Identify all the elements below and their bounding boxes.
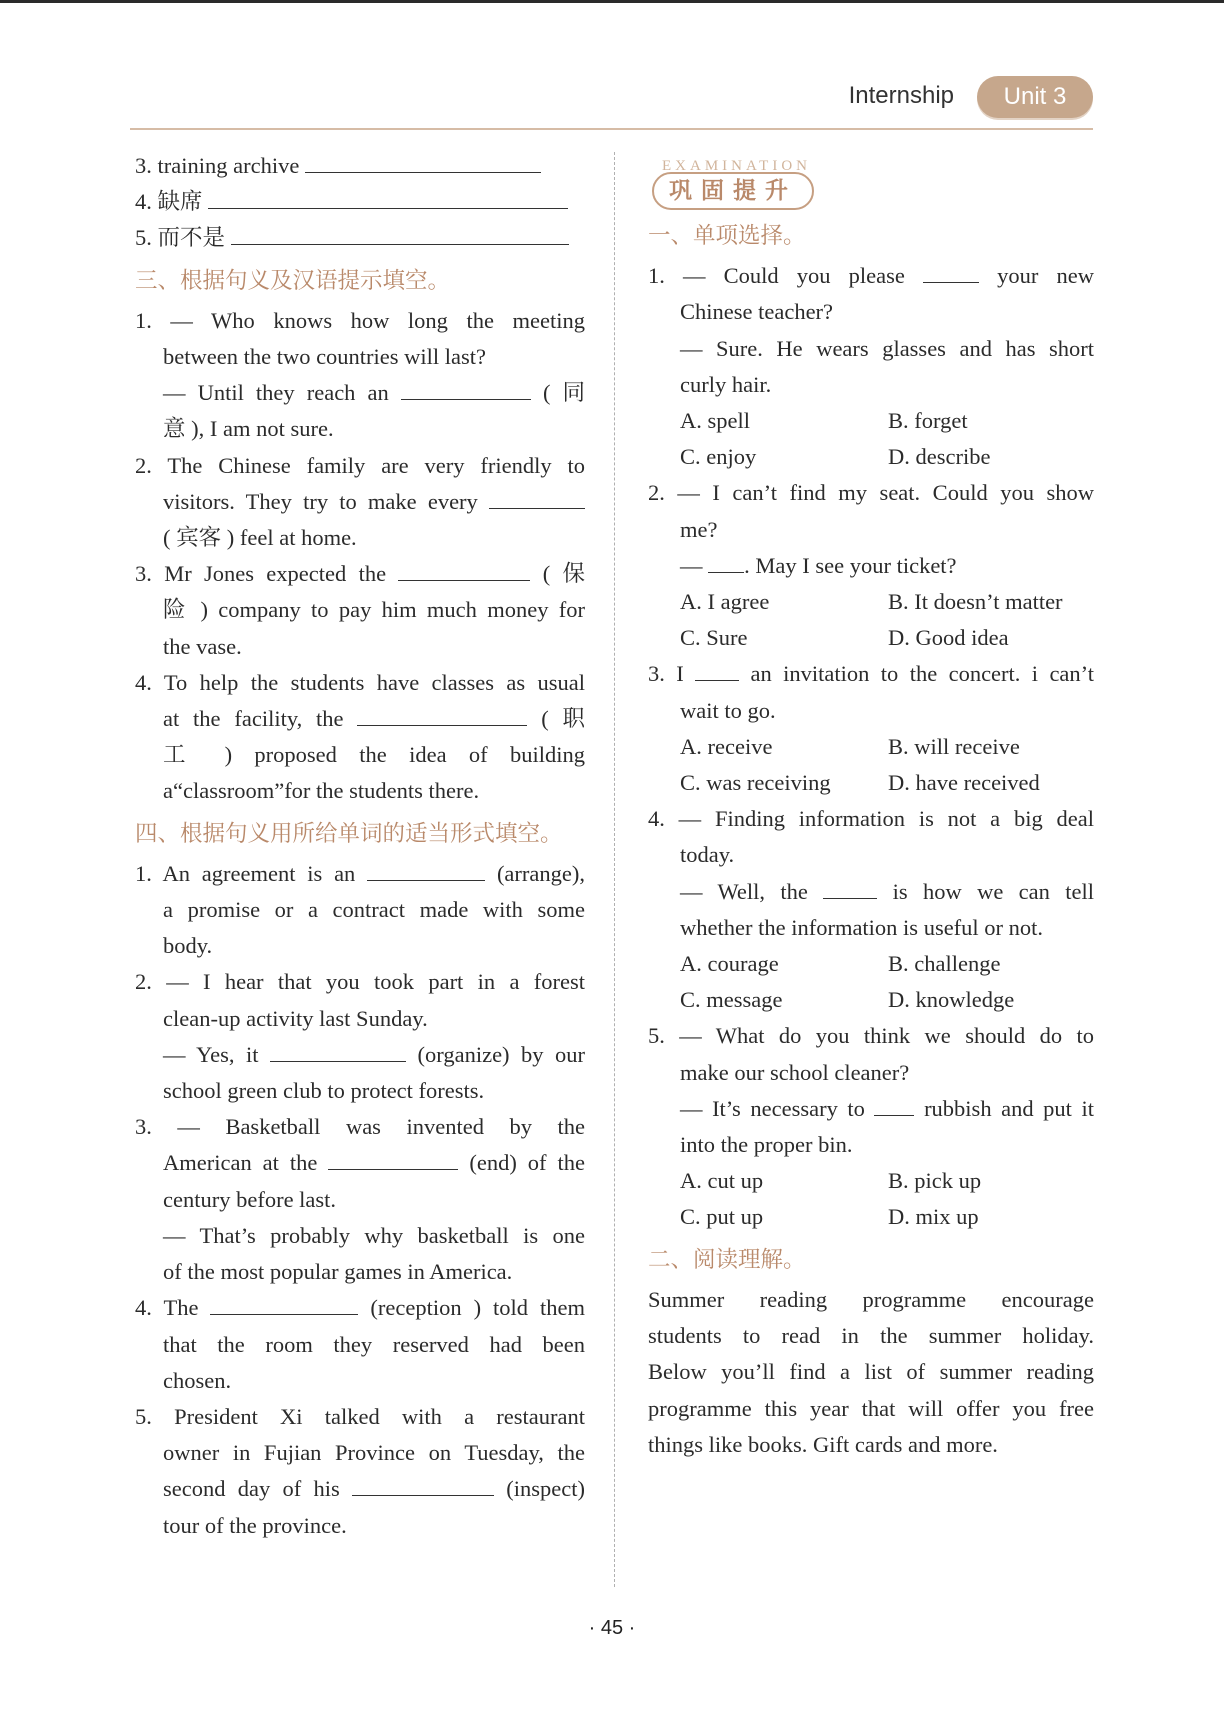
mc-q4-line: today. (680, 842, 735, 868)
mc-q1-options (648, 439, 1094, 475)
option-d[interactable]: D. mix up (888, 1204, 979, 1230)
option-b[interactable]: B. It doesn’t matter (888, 589, 1063, 615)
s3-q1-line: — Until they reach an ( 同 (163, 380, 586, 406)
option-d[interactable]: D. knowledge (888, 987, 1015, 1013)
s4-q4-line: 4. The (reception ) told them (135, 1295, 586, 1321)
option-a[interactable]: A. cut up (680, 1168, 764, 1194)
examination-label: EXAMINATION (662, 158, 811, 174)
s4-q3-line: — That’s probably why basketball is one (163, 1222, 585, 1248)
option-c[interactable]: C. was receiving (680, 770, 831, 796)
s3-q2-line: visitors. They try to make every (135, 484, 585, 520)
answer-blank[interactable] (923, 264, 979, 283)
mc-q3-options (648, 765, 1094, 801)
option-d[interactable]: D. describe (888, 444, 991, 470)
option-c[interactable]: C. Sure (680, 625, 748, 651)
s3-q1-line: 意 ), I am not sure. (163, 416, 334, 442)
mc-q4-line: whether the information is useful or not. (680, 914, 1044, 940)
option-b[interactable]: B. will receive (888, 733, 1020, 759)
s4-q5-line: 5. President Xi talked with a restaurant (135, 1403, 585, 1429)
reading-line: Summer reading programme encourage (648, 1286, 1094, 1312)
s4-q1-line: a promise or a contract made with some (163, 897, 585, 923)
right-column (648, 148, 1094, 1463)
mc-q1-line: — Sure. He wears glasses and has short (680, 335, 1094, 361)
answer-blank[interactable] (210, 1296, 358, 1315)
answer-blank[interactable] (398, 562, 530, 581)
vocab-item: 4. 缺席 (135, 184, 585, 220)
answer-blank[interactable] (823, 880, 877, 899)
mc-q2-options (648, 620, 1094, 656)
option-c[interactable]: C. message (680, 987, 783, 1013)
mc-q5-line: make our school cleaner? (680, 1059, 910, 1085)
option-d[interactable]: D. Good idea (888, 625, 1009, 651)
s4-q5-line: tour of the province. (163, 1512, 347, 1538)
s4-q1-line: 1. An agreement is an (arrange), (135, 860, 585, 886)
page-header (0, 0, 1224, 140)
examination-banner (648, 148, 1094, 212)
header-rule (130, 128, 1093, 130)
option-a[interactable]: A. courage (680, 951, 779, 977)
mc-q1-line: curly hair. (680, 371, 772, 397)
mc-q4-options (648, 982, 1094, 1018)
answer-blank[interactable] (270, 1043, 406, 1062)
mc-q5-line: into the proper bin. (680, 1132, 853, 1158)
mc-q5-options (648, 1163, 1094, 1199)
s4-q2-line: clean-up activity last Sunday. (163, 1005, 428, 1031)
s4-q2-line: — Yes, it (organize) by our (163, 1041, 586, 1067)
s4-q2-line: school green club to protect forests. (163, 1078, 485, 1104)
option-b[interactable]: B. pick up (888, 1168, 982, 1194)
s4-q3-line: American at the (end) of the (163, 1150, 586, 1176)
reading-line: Below you’ll find a list of summer reading (648, 1359, 1094, 1385)
answer-blank[interactable] (305, 154, 541, 173)
answer-blank[interactable] (328, 1151, 458, 1170)
s3-q3-line: the vase. (163, 633, 242, 659)
s3-q4-line: 4. To help the students have classes as usual (135, 669, 585, 695)
answer-blank[interactable] (695, 662, 739, 681)
s4-q1-line: body. (163, 933, 213, 959)
section-2-heading: 二、阅读理解。 (648, 1246, 806, 1273)
section-1-heading: 一、单项选择。 (648, 223, 806, 249)
answer-blank[interactable] (401, 381, 531, 400)
answer-blank[interactable] (874, 1097, 914, 1116)
reading-line: things like books. Gift cards and more. (648, 1431, 998, 1457)
mc-q2-line: me? (680, 516, 718, 542)
mc-q4-line: — Well, the is how we can tell (680, 878, 1095, 904)
mc-q3-options (648, 729, 1094, 765)
option-a[interactable]: A. spell (680, 408, 750, 434)
s3-q4-line: at the facility, the ( 职 (163, 706, 586, 732)
mc-q5-options (648, 1199, 1094, 1235)
mc-q4-options (648, 946, 1094, 982)
mc-q5-line: — It’s necessary to rubbish and put it (680, 1095, 1095, 1121)
s4-q2-line: 2. — I hear that you took part in a forest (135, 969, 585, 995)
option-a[interactable]: A. I agree (680, 589, 770, 615)
s4-q4-line: that the room they reserved had been (163, 1331, 585, 1357)
s3-q3-line: 险 ) company to pay him much money for (163, 597, 585, 623)
unit-title: Internship (848, 82, 954, 109)
answer-blank[interactable] (367, 862, 485, 881)
answer-blank[interactable] (357, 707, 527, 726)
unit-badge: Unit 3 (977, 76, 1093, 118)
reading-line: programme this year that will offer you free (648, 1395, 1094, 1421)
mc-q2-line: — . May I see your ticket? (680, 552, 957, 578)
option-a[interactable]: A. receive (680, 733, 773, 759)
mc-q1-line: Chinese teacher? (680, 299, 834, 325)
s3-q1-line: 1. — Who knows how long the meeting (135, 307, 585, 333)
reading-line: students to read in the summer holiday. (648, 1323, 1094, 1349)
s3-q1-line: between the two countries will last? (163, 344, 487, 370)
mc-q2-options (648, 584, 1094, 620)
mc-q4-line: 4. — Finding information is not a big deal (648, 806, 1094, 832)
section-4-heading: 四、根据句义用所给单词的适当形式填空。 (135, 820, 563, 847)
s4-q3-line: century before last. (163, 1186, 337, 1212)
option-c[interactable]: C. enjoy (680, 444, 757, 470)
mc-q1-options (648, 403, 1094, 439)
s4-q3-line: of the most popular games in America. (163, 1259, 513, 1285)
answer-blank[interactable] (208, 190, 568, 209)
mc-q1-line: 1. — Could you please your new (648, 263, 1095, 289)
s3-q3-line: 3. Mr Jones expected the ( 保 (135, 561, 585, 587)
vocab-item: 3. training archive (135, 148, 585, 184)
s4-q5-line: second day of his (inspect) (163, 1476, 586, 1502)
s4-q5-line: owner in Fujian Province on Tuesday, the (163, 1440, 585, 1466)
option-b[interactable]: B. challenge (888, 951, 1001, 977)
answer-blank[interactable] (231, 226, 569, 245)
option-b[interactable]: B. forget (888, 408, 968, 434)
section-3-heading: 三、根据句义及汉语提示填空。 (135, 267, 451, 294)
answer-blank[interactable] (708, 554, 744, 573)
s4-q4-line: chosen. (163, 1367, 232, 1393)
mc-q3-line: wait to go. (680, 697, 776, 723)
page-number: · 45 · (588, 1617, 636, 1639)
vocab-item: 5. 而不是 (135, 220, 585, 256)
s3-q2-line: 2. The Chinese family are very friendly to (135, 452, 585, 478)
examination-title: 巩固提升 (652, 172, 814, 210)
option-c[interactable]: C. put up (680, 1204, 764, 1230)
mc-q3-line: 3. I an invitation to the concert. i can’t (648, 661, 1094, 687)
s4-q3-line: 3. — Basketball was invented by the (135, 1114, 585, 1140)
s3-q2-line: ( 宾客 ) feel at home. (163, 525, 357, 551)
left-column (135, 148, 585, 1544)
answer-blank[interactable] (352, 1477, 494, 1496)
mc-q5-line: 5. — What do you think we should do to (648, 1023, 1094, 1049)
s3-q4-line: 工 ) proposed the idea of building (163, 742, 585, 768)
option-d[interactable]: D. have received (888, 770, 1040, 796)
mc-q2-line: 2. — I can’t find my seat. Could you show (648, 480, 1094, 506)
answer-blank[interactable] (489, 490, 585, 509)
column-divider (614, 152, 615, 1587)
s3-q4-line: a“classroom”for the students there. (163, 778, 480, 804)
